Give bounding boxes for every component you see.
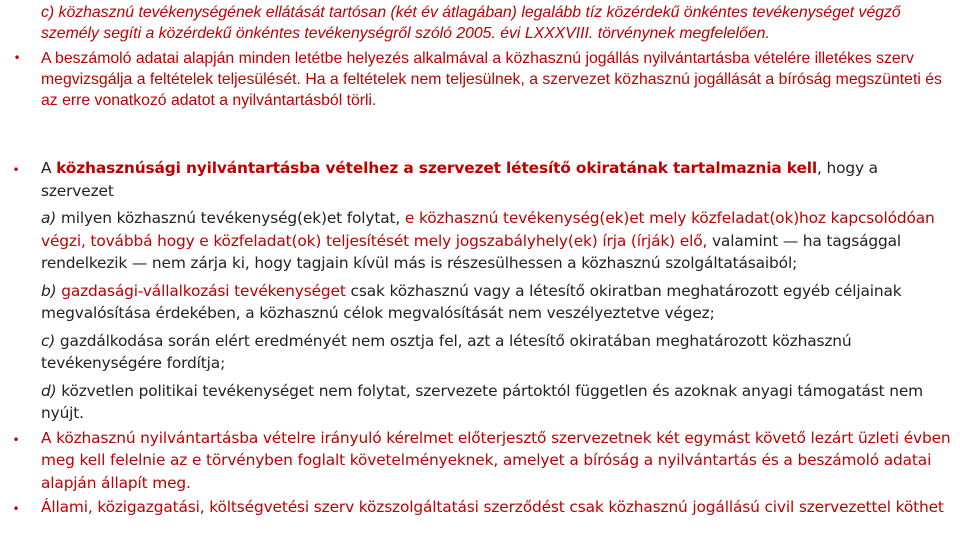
item-d-text: közvetlen politikai tevékenységet nem folytat, szervezete pártoktól független és azoknak anyagi támogatást nem nyújt. (41, 381, 924, 422)
bullet-kozhasznusagi (12, 157, 953, 425)
bullet-icon: • (12, 502, 20, 516)
item-b (41, 280, 953, 325)
item-c (41, 330, 953, 375)
top-text-block (13, 2, 946, 111)
bullet-icon: • (12, 432, 20, 447)
paragraph-c-text: c) közhasznú tevékenységének ellátását tartósan (két év átlagában) legalább tíz közérdekű önkéntes tevékenységet végző személy segíti a közérdekű önkéntes tevékenységről szóló 2005. évi LXXXVIII. törvénynek megfelelően. (41, 4, 901, 42)
bullet-kozhasznusagi-text (41, 157, 953, 202)
bottom-text-block (12, 157, 953, 519)
paragraph-c-item (41, 2, 946, 44)
b2-bold: közhasznúsági nyilvántartásba vételhez a szervezet létesítő okiratának tartalmaznia kell (56, 159, 817, 177)
bullet-beszamolo (13, 48, 946, 111)
item-b-red: gazdasági-vállalkozási tevékenységet (56, 281, 346, 300)
bullet-beszamolo-text: A beszámoló adatai alapján minden letétbe helyezés alkalmával a közhasznú jogállás nyilvántartásba vételére illetékes szerv megvizsgálja a feltételek teljesülését. (41, 50, 914, 88)
item-b-label: b) (41, 281, 57, 300)
item-c-label: c) (41, 331, 56, 350)
bullet-allami-text: Állami, közigazgatási, költségvetési szerv közszolgáltatási szerződést csak közhasznú jogállású civil szervezettel köthet (41, 498, 944, 516)
b2-post: , hogy a szervezet (41, 159, 878, 200)
item-d (41, 380, 953, 425)
item-a-red: e közhasznú tevékenység(ek)et mely közfeladat(ok)hoz kapcsolódóan végzi, továbbá hogy e közfeladat(ok) teljesítését mely jogszabályhely(ek) írja (írják) elő, (41, 209, 935, 250)
item-c-text: gazdálkodása során elért eredményét nem osztja fel, azt a létesítő okiratában meghatározott közhasznú tevékenységére fordítja; (41, 331, 852, 372)
item-a-text1: milyen közhasznú tevékenység(ek)et folytat, (56, 209, 405, 227)
bullet-kerelmet (12, 427, 953, 495)
bullet-beszamolo-text-2: Ha a feltételek nem teljesülnek, a szervezet közhasznú jogállását a bíróság megszünteti és az erre vonatkozó adatot a nyilvántartásból törli. (41, 71, 942, 109)
bullet-kerelmet-text: A közhasznú nyilvántartásba vételre irányuló kérelmet előterjesztő szervezetnek két egymást követő lezárt üzleti évben meg kell felelnie az e törvényben foglalt követelményeknek, amelyet a bíróság a nyilvántartás és a beszámoló adatai alapján állapít meg. (41, 428, 951, 492)
item-a (41, 207, 953, 275)
item-a-label: a) (41, 209, 57, 227)
item-d-label: d) (41, 381, 57, 400)
item-a-text2: valamint — ha tagsággal rendelkezik — nem zárja ki, hogy tagjain kívül más is részesülhessen a közhasznú szolgáltatásaiból; (41, 231, 902, 272)
bullet-allami (12, 496, 953, 519)
bullet-icon: • (13, 51, 21, 65)
b2-pre: A (41, 159, 57, 177)
bullet-icon: • (12, 163, 20, 177)
item-b-text: csak közhasznú vagy a létesítő okiratban meghatározott egyéb céljainak megvalósítása érdekében, a közhasznú célok megvalósítását nem veszélyeztetve végez; (41, 281, 902, 322)
